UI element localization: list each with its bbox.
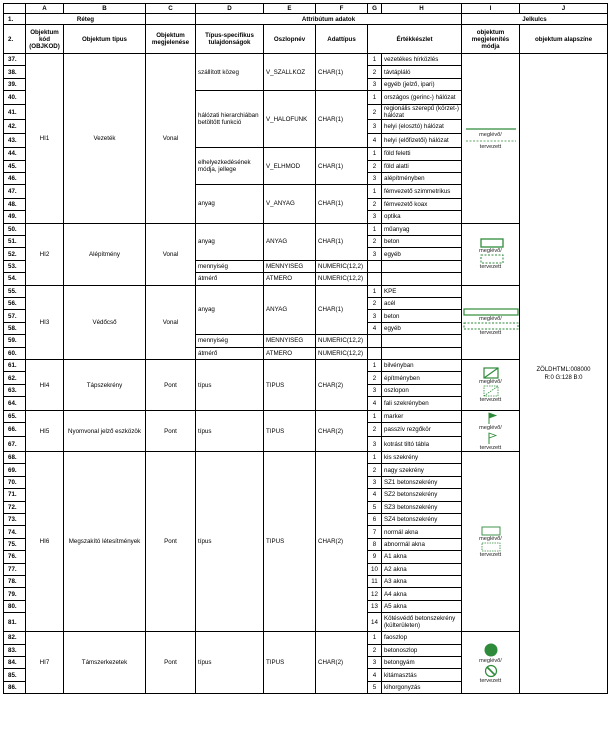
value-code: 14 [368,613,382,632]
type-specific-property: szállított közeg [196,54,264,91]
row-number: 66. [4,423,26,437]
object-display: Vonal [146,54,196,224]
color-rgb-values: R:0 G:128 B:0 [544,374,583,381]
value-code: 1 [368,223,382,235]
value-label: bilvényban [382,359,462,371]
data-type: CHAR(1) [316,148,368,185]
data-type: NUMERIC(12,2) [316,335,368,347]
row-number: 74. [4,526,26,538]
data-type: CHAR(1) [316,54,368,91]
table-row [4,14,608,25]
object-code: HI3 [26,285,64,359]
column-letter-H: H [382,4,462,14]
row-number: 52. [4,248,26,260]
row-number: 49. [4,211,26,223]
row-number: 56. [4,297,26,309]
row-number: 58. [4,322,26,334]
value-code: 3 [368,120,382,134]
value-code: 3 [368,172,382,184]
table-row [4,632,608,644]
column-letter-G: G [368,4,382,14]
row-number: 65. [4,411,26,423]
cabinet-solid-icon [464,367,518,379]
column-name: MENNYISEG [264,260,316,272]
value-code: 4 [368,322,382,334]
document-page [3,3,608,694]
value-code: 5 [368,501,382,513]
type-specific-property: anyag [196,285,264,335]
data-type: CHAR(2) [316,359,368,410]
type-specific-property: átmérő [196,273,264,285]
header-obj-kod: Objektum kód (OBJKOD) [26,25,64,54]
row-number: 85. [4,669,26,681]
row-number: 79. [4,588,26,600]
type-specific-property: típus [196,359,264,410]
value-label: kotrást tiltó tábla [382,437,462,452]
row-number: 42. [4,120,26,134]
type-specific-property: átmérő [196,347,264,359]
value-code: 3 [368,384,382,396]
legend-planned-label: tervezett [479,330,502,337]
row-number: 54. [4,273,26,285]
row-number: 76. [4,551,26,563]
table-row [4,25,608,54]
column-name: V_ELHMOD [264,148,316,185]
value-label: A4 akna [382,588,462,600]
header-obj-tipus: Objektum típus [64,25,146,54]
legend-existing-label: meglévő/ [479,248,502,255]
table-row [4,54,608,66]
row-number: 67. [4,437,26,452]
value-label: betongyám [382,656,462,668]
column-letter-A: A [26,4,64,14]
row-number: 41. [4,105,26,120]
value-code: 2 [368,160,382,172]
attribute-data-header: Attribútum adatok [196,14,462,25]
column-name: V_SZALLKOZ [264,54,316,91]
row-number: 50. [4,223,26,235]
small-dashed-rectangle-icon [464,542,518,552]
value-label: regionális szerepű (körzet-) hálózat [382,105,462,120]
object-type: Alépítmény [64,223,146,285]
value-label: egyéb (jelző, ipari) [382,78,462,90]
value-label: egyéb [382,248,462,260]
base-color-cell [520,54,608,694]
value-label: kitámasztás [382,669,462,681]
value-label: KPE [382,285,462,297]
type-specific-property: típus [196,411,264,452]
legend-existing-label: meglévő/ [479,316,502,323]
table-row [4,285,608,297]
column-name: TIPUS [264,359,316,410]
value-code: 7 [368,526,382,538]
value-code: 3 [368,78,382,90]
color-html-code: ZÖLDHTML:008000 [536,366,591,373]
value-code: 2 [368,372,382,384]
value-code: 8 [368,538,382,550]
column-name: ANYAG [264,285,316,335]
value-label: marker [382,411,462,423]
table-row [4,223,608,235]
value-code: 1 [368,452,382,464]
value-label: SZ2 betonszekrény [382,489,462,501]
legend-planned-label: tervezett [479,445,502,452]
value-code: 6 [368,514,382,526]
value-code: 3 [368,211,382,223]
legend-planned-label: tervezett [479,264,502,271]
column-name: ATMERO [264,273,316,285]
row-number: 77. [4,563,26,575]
value-code [368,273,382,285]
value-code [368,347,382,359]
type-specific-property: mennyiség [196,335,264,347]
legend-planned-label: tervezett [479,144,502,151]
column-letter-B: B [64,4,146,14]
value-code: 1 [368,91,382,105]
column-letter-F: F [316,4,368,14]
column-name: TIPUS [264,632,316,694]
object-code: HI2 [26,223,64,285]
row-number: 86. [4,681,26,693]
small-rectangle-icon [464,526,518,536]
data-type: NUMERIC(12,2) [316,347,368,359]
type-specific-property: hálózati hierarchiában betöltött funkció [196,91,264,148]
column-name: TIPUS [264,411,316,452]
value-code: 2 [368,464,382,476]
column-letter-I: I [462,4,520,14]
column-name: V_HALOFUNK [264,91,316,148]
value-code: 5 [368,681,382,693]
table-row [4,359,608,371]
row-number: 55. [4,285,26,297]
column-letter-E: E [264,4,316,14]
legend-symbol-hi7 [462,632,520,694]
legend-symbol-hi4 [462,359,520,410]
value-label: betonoszlop [382,644,462,656]
row-number: 53. [4,260,26,272]
value-code: 3 [368,248,382,260]
value-code: 2 [368,66,382,78]
row-number: 40. [4,91,26,105]
header-tipus-spec: Típus-specifikus tulajdonságok [196,25,264,54]
row-number: 48. [4,198,26,210]
value-label: SZ3 betonszekrény [382,501,462,513]
hatched-circle-icon [464,664,518,678]
value-label: optika [382,211,462,223]
column-name: ANYAG [264,223,316,260]
value-label: fali szekrényben [382,397,462,411]
row-number: 73. [4,514,26,526]
object-display: Pont [146,452,196,632]
row-number: 82. [4,632,26,644]
legend-symbol-vezetek [462,54,520,224]
row-number: 60. [4,347,26,359]
attribute-table [3,3,608,694]
value-code: 2 [368,423,382,437]
value-label [382,335,462,347]
row-number: 72. [4,501,26,513]
data-type: CHAR(1) [316,285,368,335]
value-label: beton [382,310,462,322]
row-number: 37. [4,54,26,66]
value-label: oszlopon [382,384,462,396]
object-display: Vonal [146,223,196,285]
row-number: 59. [4,335,26,347]
value-label: acél [382,297,462,309]
legend-existing-label: meglévő/ [479,132,502,139]
column-name: TIPUS [264,452,316,632]
value-code: 12 [368,588,382,600]
solid-wide-rectangle-icon [463,308,519,316]
table-row [4,452,608,464]
value-label: föld feletti [382,148,462,160]
row-number: 61. [4,359,26,371]
value-code: 1 [368,54,382,66]
legend-existing-label: meglévő/ [479,535,502,542]
type-specific-property: mennyiség [196,260,264,272]
row-number: 45. [4,160,26,172]
row-number: 51. [4,236,26,248]
value-label: normál akna [382,526,462,538]
row-number: 84. [4,656,26,668]
value-label: abnormál akna [382,538,462,550]
blank-header [146,14,196,25]
type-specific-property: anyag [196,185,264,223]
value-label: föld alatti [382,160,462,172]
flag-marker-planned-icon [464,431,518,445]
dashed-wide-rectangle-icon [463,322,519,330]
value-label: kihorgonyzás [382,681,462,693]
object-code: HI5 [26,411,64,452]
legend-symbol-hi3 [462,285,520,359]
value-label: A2 akna [382,563,462,575]
type-specific-property: anyag [196,223,264,260]
value-label: alépítményben [382,172,462,184]
value-code [368,260,382,272]
row-number: 38. [4,66,26,78]
legend-existing-label: meglévő/ [479,425,502,432]
data-type: NUMERIC(12,2) [316,260,368,272]
data-type: CHAR(1) [316,185,368,223]
header-obj-megjelenes: Objektum megjelenése [146,25,196,54]
column-name: V_ANYAG [264,185,316,223]
value-code: 4 [368,397,382,411]
value-code: 2 [368,297,382,309]
value-label: faoszlop [382,632,462,644]
data-type: CHAR(1) [316,223,368,260]
object-display: Pont [146,359,196,410]
value-code: 11 [368,576,382,588]
object-code: HI1 [26,54,64,224]
row-number: 64. [4,397,26,411]
column-letter-J: J [520,4,608,14]
data-type: CHAR(2) [316,452,368,632]
value-label [382,347,462,359]
column-name: MENNYISEG [264,335,316,347]
value-code: 1 [368,185,382,199]
row-number: 70. [4,476,26,488]
value-code: 10 [368,563,382,575]
value-label: passzív rezgőkör [382,423,462,437]
solid-rectangle-icon [464,238,518,248]
value-code: 2 [368,644,382,656]
object-display: Vonal [146,285,196,359]
value-code: 1 [368,411,382,423]
object-type: Megszakító létesítmények [64,452,146,632]
type-specific-property: típus [196,632,264,694]
row-number: 71. [4,489,26,501]
header-oszlopnev: Oszlopnév [264,25,316,54]
value-label: nagy szekrény [382,464,462,476]
row-number: 43. [4,134,26,148]
row-number: 63. [4,384,26,396]
filled-circle-icon [464,642,518,658]
object-type: Nyomvonal jelző eszközök [64,411,146,452]
row-number: 80. [4,600,26,612]
value-code: 3 [368,310,382,322]
legend-symbol-hi5 [462,411,520,452]
type-specific-property: típus [196,452,264,632]
value-label: építményben [382,372,462,384]
dashed-rectangle-icon [464,254,518,264]
legend-existing-label: meglévő/ [479,379,502,385]
value-label: beton [382,236,462,248]
legend-planned-label: tervezett [479,397,502,403]
row-number: 2. [4,25,26,54]
value-code: 9 [368,551,382,563]
header-alapszin: objektum alapszíne [520,25,608,54]
object-code: HI6 [26,452,64,632]
object-display: Pont [146,411,196,452]
type-specific-property: elhelyezkedésének módja, jellege [196,148,264,185]
value-label: A5 akna [382,600,462,612]
row-number: 46. [4,172,26,184]
cabinet-dashed-icon [464,385,518,397]
value-label: SZ1 betonszekrény [382,476,462,488]
value-code: 13 [368,600,382,612]
value-label [382,260,462,272]
value-code: 3 [368,656,382,668]
row-number: 44. [4,148,26,160]
object-code: HI4 [26,359,64,410]
data-type: CHAR(2) [316,411,368,452]
table-row [4,411,608,423]
row-number: 83. [4,644,26,656]
row-number: 75. [4,538,26,550]
legend-symbol-hi2 [462,223,520,285]
jelkulcs-header: Jelkulcs [462,14,608,25]
data-type: NUMERIC(12,2) [316,273,368,285]
value-code: 4 [368,669,382,681]
value-label: vezetékes hírközlés [382,54,462,66]
reteg-header: Réteg [26,14,146,25]
header-adattipus: Adattípus [316,25,368,54]
row-number: 68. [4,452,26,464]
row-number: 62. [4,372,26,384]
value-code: 1 [368,359,382,371]
value-label: Kötésvédő betonszekrény (külterületen) [382,613,462,632]
value-code: 1 [368,148,382,160]
value-code: 4 [368,489,382,501]
value-label: műanyag [382,223,462,235]
value-label: helyi (előfizetői) hálózat [382,134,462,148]
value-code: 3 [368,437,382,452]
value-code: 2 [368,198,382,210]
row-number: 69. [4,464,26,476]
legend-symbol-hi6 [462,452,520,632]
value-code [368,335,382,347]
legend-planned-label: tervezett [479,677,502,684]
value-code: 2 [368,236,382,248]
row-num-header [4,4,26,14]
object-type: Vezeték [64,54,146,224]
row-number: 78. [4,576,26,588]
value-label: A3 akna [382,576,462,588]
value-label: kis szekrény [382,452,462,464]
value-code: 4 [368,134,382,148]
row-number: 1. [4,14,26,25]
value-label [382,273,462,285]
value-code: 1 [368,285,382,297]
row-number: 81. [4,613,26,632]
object-type: Támszerkezetek [64,632,146,694]
value-label: távtápláló [382,66,462,78]
value-label: fémvezető szimmetrikus [382,185,462,199]
column-letter-D: D [196,4,264,14]
legend-existing-label: meglévő/ [479,657,502,664]
object-type: Védőcső [64,285,146,359]
value-label: SZ4 betonszekrény [382,514,462,526]
column-name: ATMERO [264,347,316,359]
object-type: Tápszekrény [64,359,146,410]
value-label: országos (gerinc-) hálózat [382,91,462,105]
value-code: 2 [368,105,382,120]
object-code: HI7 [26,632,64,694]
header-megjelenites: objektum megjelenítés módja [462,25,520,54]
row-number: 39. [4,78,26,90]
column-letter-C: C [146,4,196,14]
data-type: CHAR(2) [316,632,368,694]
value-label: helyi (elosztó) hálózat [382,120,462,134]
header-ertekkeszlet: Értékkészlet [368,25,462,54]
data-type: CHAR(1) [316,91,368,148]
row-number: 47. [4,185,26,199]
legend-planned-label: tervezett [479,551,502,558]
object-display: Pont [146,632,196,694]
table-row [4,4,608,14]
flag-marker-icon [464,411,518,425]
value-label: egyéb [382,322,462,334]
value-label: A1 akna [382,551,462,563]
value-code: 3 [368,476,382,488]
row-number: 57. [4,310,26,322]
value-code: 1 [368,632,382,644]
value-label: fémvezető koax [382,198,462,210]
